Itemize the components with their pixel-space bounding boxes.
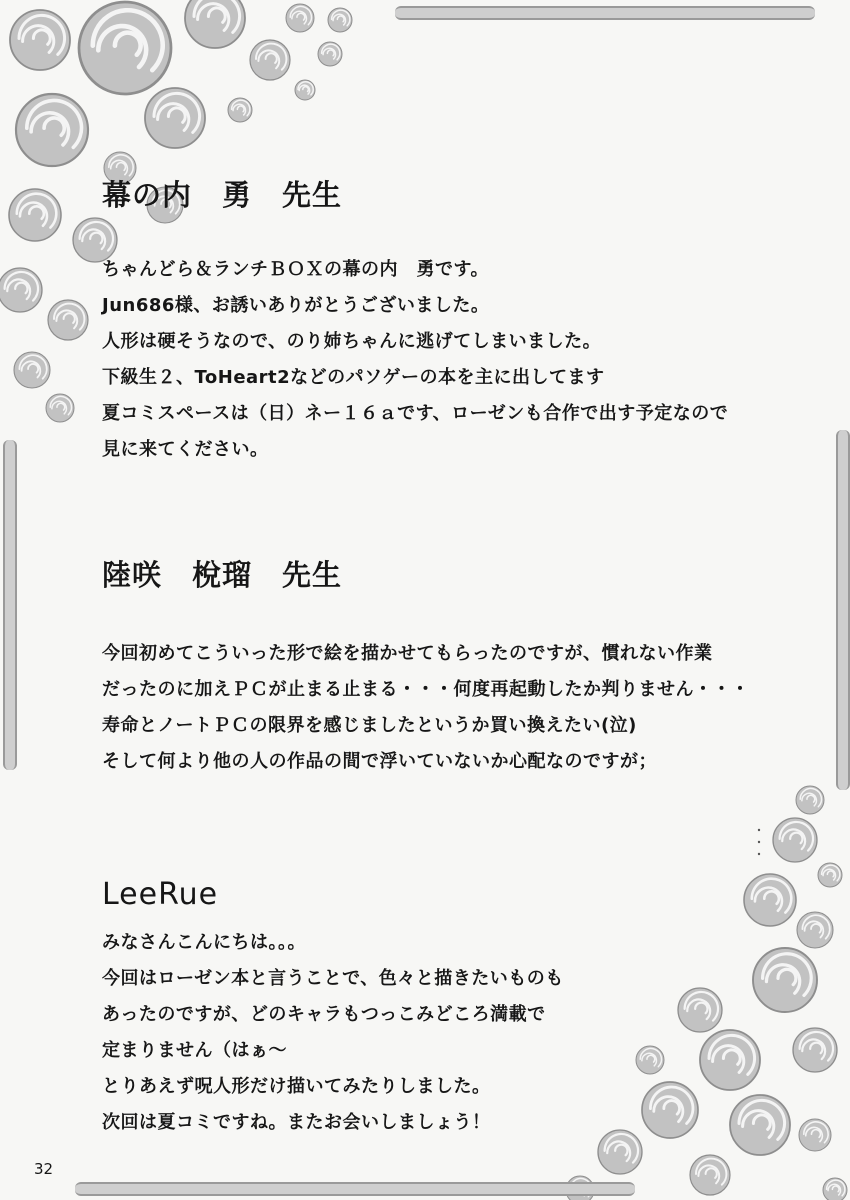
rose-icon [799,1119,831,1151]
rose-icon [690,1155,730,1195]
rose-icon [79,2,171,94]
rose-icon [636,1046,664,1074]
speck-dots [757,827,761,857]
body-line: 人形は硬そうなので、のり姉ちゃんに逃げてしまいました。 [102,331,602,352]
rose-icon [295,80,315,100]
body-line: ちゃんどら＆ランチＢＯＸの幕の内 勇です。 [102,259,490,280]
body-line: 次回は夏コミですね。またお会いしましょう！ [102,1112,491,1133]
frame-bar-right [836,430,850,790]
rose-icon [145,88,205,148]
rose-icon [318,42,342,66]
rose-icon [328,8,352,32]
section-title-1: 幕の内 勇 先生 [102,178,343,212]
body-line: 夏コミスペースは（日）ネー１６ａです、ローゼンも合作で出す予定なので [102,403,729,424]
section-title-3: LeeRue [102,877,219,912]
frame-bar-top [395,6,815,20]
rose-icon [793,1028,837,1072]
rose-icon [823,1178,847,1200]
rose-icon [0,268,42,312]
frame-bar-left [3,440,17,770]
page-number: 32 [34,1160,54,1178]
body-line: とりあえず呪人形だけ描いてみたりしました。 [102,1076,491,1097]
body-line: そして何より他の人の作品の間で浮いていないか心配なのですが； [102,751,657,772]
rose-icon [773,818,817,862]
rose-icon [48,300,88,340]
rose-icon [228,98,252,122]
section-title-2: 陸咲 梲瑠 先生 [102,558,343,592]
rose-icon [10,10,70,70]
section-body-3 [102,925,564,1141]
body-line: Jun686様、お誘いありがとうございました。 [102,295,490,316]
rose-icon [14,352,50,388]
rose-icon [9,189,61,241]
body-line: 下級生２、ToHeart2などのパソゲーの本を主に出してます [102,367,605,388]
body-line: みなさんこんにちは。。。 [102,932,306,953]
rose-icon [250,40,290,80]
rose-icon [700,1030,760,1090]
rose-icon [797,912,833,948]
body-line: 今回はローゼン本と言うことで、色々と描きたいものも [102,968,564,989]
body-line: 寿命とノートＰＣの限界を感じましたというか買い換えたい(泣) [102,715,637,736]
body-line: 見に来てください。 [102,439,269,460]
rose-icon [286,4,314,32]
rose-decoration-bottom-right [560,780,850,1200]
body-line: 定まりません（はぁ～ [102,1040,287,1061]
rose-icon [185,0,245,48]
body-line: 今回初めてこういった形で絵を描かせてもらったのですが、慣れない作業 [102,643,713,664]
rose-icon [642,1082,698,1138]
section-body-2 [102,636,750,780]
rose-icon [46,394,74,422]
frame-bar-bottom [75,1182,635,1196]
section-body-1 [102,252,728,468]
rose-icon [753,948,817,1012]
rose-icon [744,874,796,926]
body-line: あったのですが、どのキャラもつっこみどころ満載で [102,1004,546,1025]
body-line: だったのに加えＰＣが止まる止まる・・・何度再起動したか判りません・・・ [102,679,750,700]
rose-icon [818,863,842,887]
rose-icon [796,786,824,814]
rose-icon [678,988,722,1032]
rose-icon [598,1130,642,1174]
rose-icon [16,94,88,166]
rose-icon [730,1095,790,1155]
